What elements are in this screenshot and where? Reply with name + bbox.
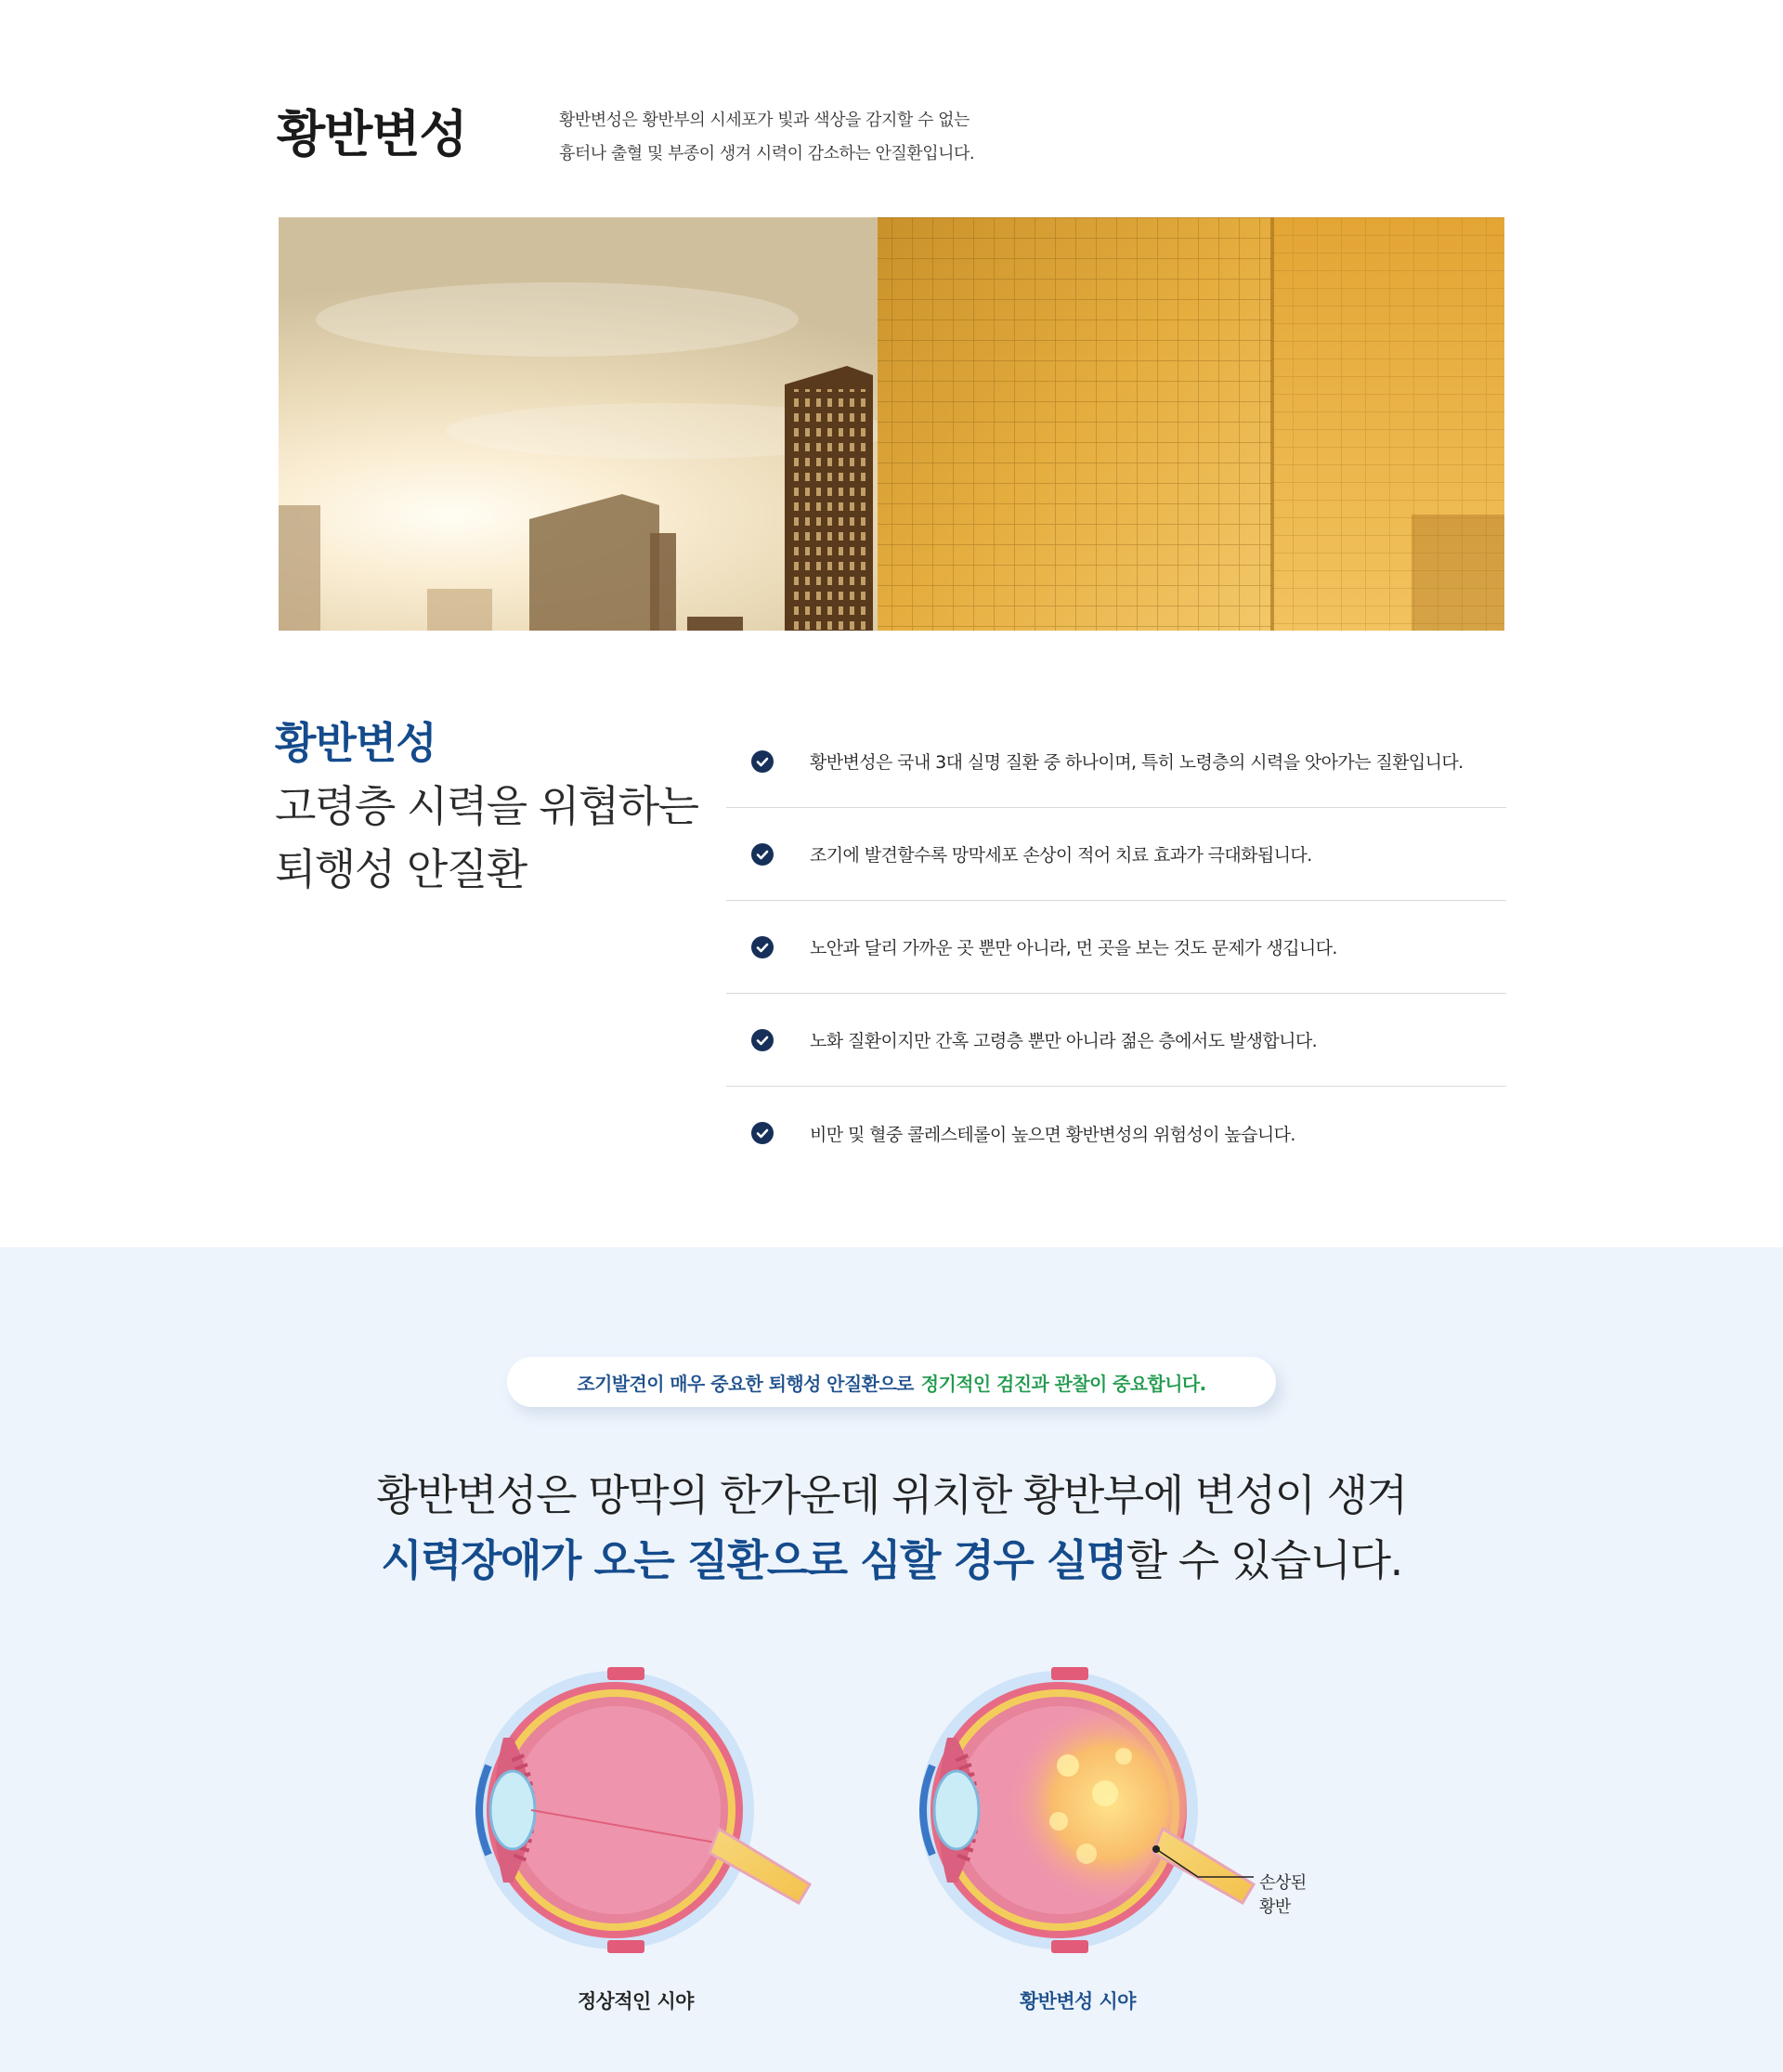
summary-line-1: 고령층 시력을 위협하는	[275, 781, 698, 831]
list-item	[726, 808, 1506, 901]
check-circle-icon	[751, 1122, 774, 1144]
list-item	[726, 715, 1506, 808]
fact-list	[726, 715, 1506, 1179]
amd-eye-diagram	[919, 1663, 1272, 1964]
check-circle-icon	[751, 843, 774, 866]
notice-pill	[507, 1357, 1276, 1407]
normal-eye-caption: 정상적인 시야	[578, 1990, 694, 2013]
city-buildings-sunset-photo-icon	[279, 217, 1504, 631]
notice-blue-text: 조기발견이 매우 중요한 퇴행성 안질환으로	[577, 1372, 914, 1395]
intro-line-2: 흉터나 출혈 및 부종이 생겨 시력이 감소하는 안질환입니다.	[559, 144, 975, 163]
check-circle-icon	[751, 750, 774, 773]
list-item	[726, 901, 1506, 994]
description-line-1: 황반변성은 망막의 한가운데 위치한 황반부에 변성이 생겨	[376, 1470, 1407, 1520]
description-line-2	[0, 1528, 1783, 1593]
fact-text: 노화 질환이지만 간혹 고령층 뿐만 아니라 젊은 층에서도 발생합니다.	[810, 1031, 1318, 1051]
damaged-macula-label	[1259, 1871, 1307, 1920]
fact-text: 조기에 발견할수록 망막세포 손상이 적어 치료 효과가 극대화됩니다.	[810, 845, 1312, 866]
fact-text: 노안과 달리 가까운 곳 뿐만 아니라, 먼 곳을 보는 것도 문제가 생깁니다.	[810, 938, 1337, 958]
summary-accent: 황반변성	[275, 718, 436, 768]
normal-eye-diagram	[475, 1663, 828, 1964]
description	[0, 1463, 1783, 1593]
explanation-section	[0, 1247, 1783, 2072]
summary-line-2: 퇴행성 안질환	[275, 844, 527, 894]
list-item	[726, 1087, 1506, 1179]
eye-cross-section-damaged-icon	[919, 1663, 1272, 1961]
notice-green-text: 정기적인 검진과 관찰이 중요합니다.	[920, 1372, 1206, 1395]
list-item	[726, 994, 1506, 1087]
description-highlight: 시력장애가 오는 질환으로 심할 경우 실명	[381, 1535, 1126, 1585]
fact-text: 비만 및 혈중 콜레스테롤이 높으면 황반변성의 위험성이 높습니다.	[810, 1124, 1295, 1145]
check-circle-icon	[751, 1029, 774, 1051]
eye-cross-section-icon	[475, 1663, 828, 1961]
damaged-label-line-2: 황반	[1259, 1897, 1291, 1917]
fact-text: 황반변성은 국내 3대 실명 질환 중 하나이며, 특히 노령층의 시력을 앗아가는 질환입니다.	[810, 752, 1464, 773]
intro-text	[559, 104, 974, 171]
check-circle-icon	[751, 936, 774, 958]
summary-heading	[275, 711, 711, 901]
intro-line-1: 황반변성은 황반부의 시세포가 빛과 색상을 감지할 수 없는	[559, 111, 970, 130]
damaged-label-line-1: 손상된	[1259, 1873, 1307, 1893]
description-rest: 할 수 있습니다.	[1126, 1535, 1402, 1585]
hero-image	[279, 217, 1504, 631]
amd-eye-caption: 황반변성 시야	[1020, 1990, 1136, 2013]
page-title: 황반변성	[277, 105, 467, 163]
